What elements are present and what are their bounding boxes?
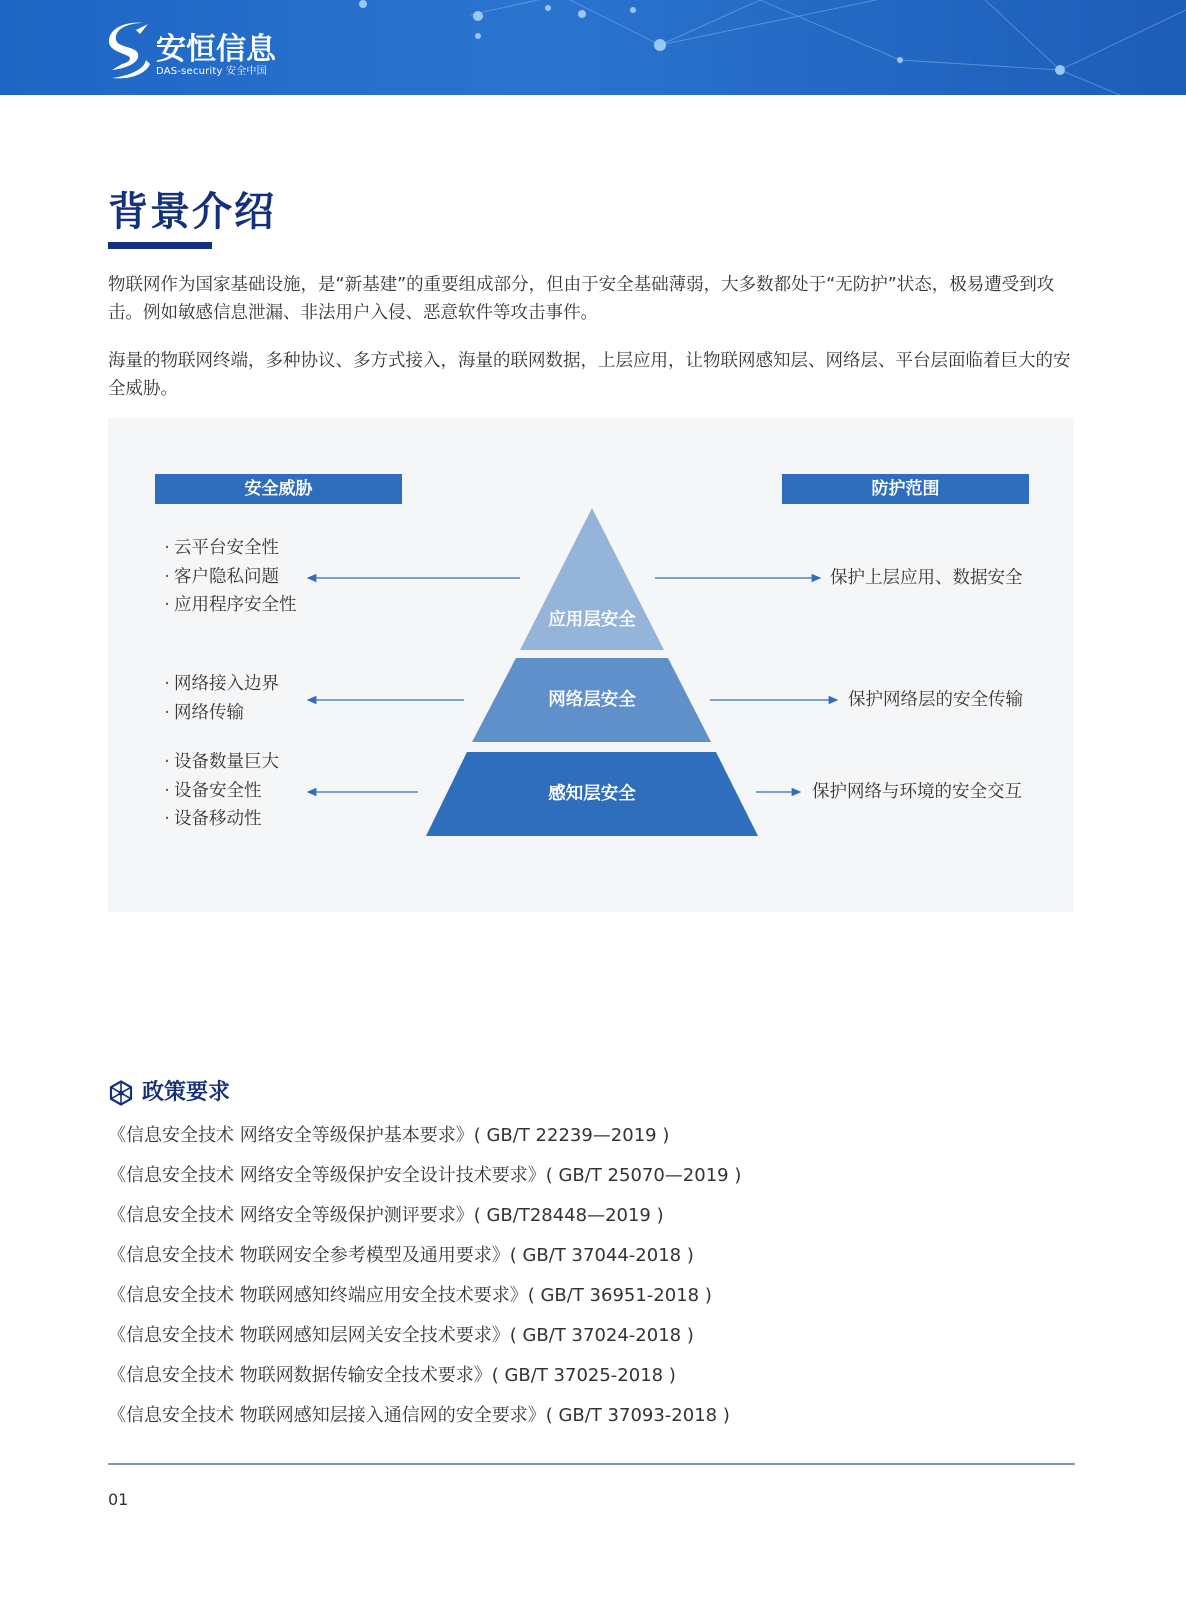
policy-heading <box>108 1076 408 1110</box>
page-number: 01 <box>108 1490 129 1509</box>
page-header <box>0 0 1186 95</box>
layer-label-perception: 感知层安全 <box>548 784 636 804</box>
threat-item: · 设备安全性 <box>164 780 262 801</box>
threat-item: · 设备数量巨大 <box>164 752 279 772</box>
protection-network: 保护网络层的安全传输 <box>848 690 1023 710</box>
threat-item: · 客户隐私问题 <box>164 566 279 587</box>
threat-list-network <box>160 670 279 727</box>
threat-tag: 安全威胁 <box>155 474 402 504</box>
logo-tagline: DAS-security 安全中国 <box>156 66 267 77</box>
layer-label-network: 网络层安全 <box>548 690 636 710</box>
threat-item: · 网络接入边界 <box>164 674 279 694</box>
policy-item: 《信息安全技术 物联网感知终端应用安全技术要求》( GB/T 36951-2018 ) <box>108 1285 712 1306</box>
policy-item: 《信息安全技术 网络安全等级保护安全设计技术要求》( GB/T 25070—2019 ) <box>108 1165 742 1186</box>
threat-list-perception <box>160 748 279 834</box>
threat-item: · 网络传输 <box>164 702 244 723</box>
threat-list-application <box>160 534 297 620</box>
policy-list <box>108 1116 741 1436</box>
protection-application: 保护上层应用、数据安全 <box>830 568 1023 588</box>
threat-item: · 应用程序安全性 <box>164 595 297 615</box>
policy-item: 《信息安全技术 网络安全等级保护基本要求》( GB/T 22239—2019 ) <box>108 1125 670 1146</box>
policy-item: 《信息安全技术 物联网安全参考模型及通用要求》( GB/T 37044-2018 ) <box>108 1245 694 1266</box>
policy-item: 《信息安全技术 物联网感知层网关安全技术要求》( GB/T 37024-2018 ) <box>108 1325 694 1346</box>
policy-title: 政策要求 <box>142 1080 231 1105</box>
protection-tag: 防护范围 <box>782 474 1029 504</box>
section-title: 背景介绍 <box>108 189 276 235</box>
policy-item: 《信息安全技术 物联网数据传输安全技术要求》( GB/T 37025-2018 ) <box>108 1365 676 1386</box>
intro-paragraph-2: 海量的物联网终端，多种协议、多方式接入，海量的联网数据，上层应用，让物联网感知层、网络层、平台层面临着巨大的安全威胁。 <box>108 351 1071 399</box>
protection-perception: 保护网络与环境的安全交互 <box>812 782 1022 802</box>
intro-paragraph-1: 物联网作为国家基础设施，是“新基建”的重要组成部分，但由于安全基础薄弱，大多数都处于“无防护”状态，极易遭受到攻击。例如敏感信息泄漏、非法用户入侵、恶意软件等攻击事件。 <box>108 275 1055 323</box>
hexagon-network-icon <box>108 1080 134 1106</box>
threat-item: · 设备移动性 <box>164 809 262 829</box>
threat-item: · 云平台安全性 <box>164 538 279 558</box>
logo-mark-icon <box>106 20 154 82</box>
policy-item: 《信息安全技术 物联网感知层接入通信网的安全要求》( GB/T 37093-2018 ) <box>108 1405 730 1426</box>
logo-name: 安恒信息 <box>156 32 276 67</box>
policy-item: 《信息安全技术 网络安全等级保护测评要求》( GB/T28448—2019 ) <box>108 1205 664 1226</box>
footer-divider <box>108 1463 1075 1465</box>
company-logo <box>106 20 306 82</box>
title-underline <box>108 242 212 249</box>
security-diagram-panel <box>108 418 1074 912</box>
layer-label-application: 应用层安全 <box>548 610 636 630</box>
